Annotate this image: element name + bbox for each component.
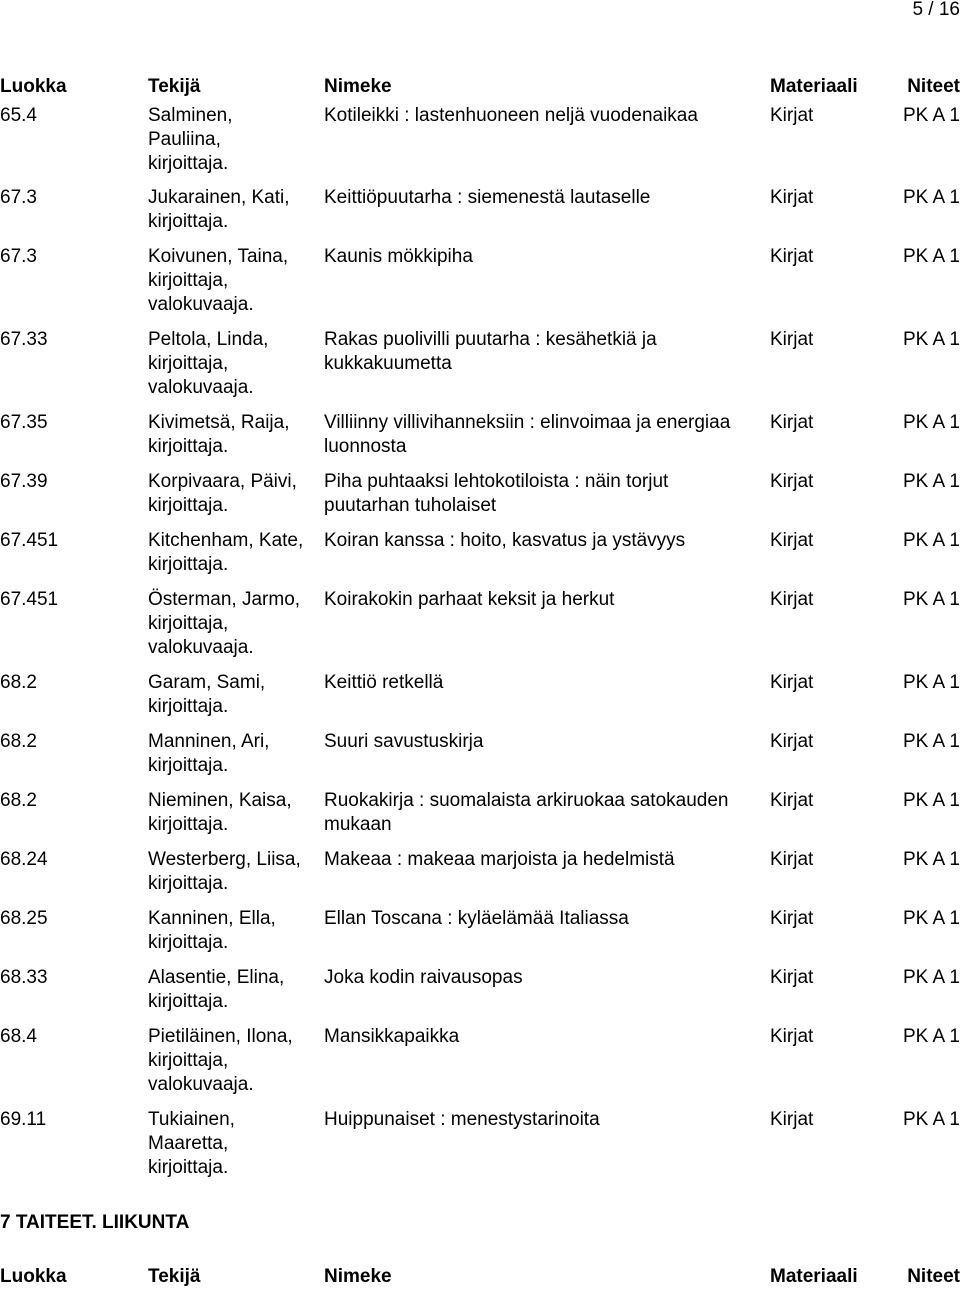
cell-nimeke: [324, 789, 764, 837]
cell-niteet: PK A 1: [902, 412, 960, 433]
cell-nimeke: [324, 1108, 764, 1132]
tekija-line: kirjoittaja.: [148, 991, 229, 1012]
cell-luokka: 67.3: [0, 187, 37, 208]
cell-luokka: 68.24: [0, 849, 48, 870]
tekija-line: Maaretta,: [148, 1133, 229, 1154]
tekija-line: Pauliina,: [148, 129, 221, 150]
tekija-line: Tukiainen,: [148, 1109, 235, 1130]
cell-luokka: 67.451: [0, 530, 59, 551]
header-niteet: Niteet: [907, 76, 960, 97]
tekija-line: kirjoittaja.: [148, 755, 229, 776]
nimeke-line: luonnosta: [324, 436, 407, 457]
tekija-line: kirjoittaja.: [148, 932, 229, 953]
cell-nimeke: [324, 470, 764, 518]
cell-nimeke: [324, 671, 764, 695]
cell-materiaali: Kirjat: [770, 731, 814, 752]
cell-niteet: PK A 1: [902, 589, 960, 610]
cell-niteet: PK A 1: [902, 530, 960, 551]
nimeke-line: Keittiö retkellä: [324, 672, 444, 693]
cell-luokka: 68.4: [0, 1026, 37, 1047]
nimeke-line: Huippunaiset : menestystarinoita: [324, 1109, 600, 1130]
header-tekija: Tekijä: [148, 1266, 201, 1287]
tekija-line: kirjoittaja.: [148, 554, 229, 575]
tekija-line: Kitchenham, Kate,: [148, 530, 304, 551]
cell-nimeke: [324, 848, 764, 872]
cell-tekija: [148, 907, 323, 955]
cell-nimeke: [324, 588, 764, 612]
tekija-line: kirjoittaja.: [148, 814, 229, 835]
cell-materiaali: Kirjat: [770, 105, 814, 126]
header-materiaali: Materiaali: [770, 1266, 858, 1287]
cell-tekija: [148, 104, 323, 176]
tekija-line: Nieminen, Kaisa,: [148, 790, 292, 811]
tekija-line: kirjoittaja.: [148, 211, 229, 232]
tekija-line: Peltola, Linda,: [148, 329, 269, 350]
nimeke-line: Makeaa : makeaa marjoista ja hedelmistä: [324, 849, 675, 870]
tekija-line: valokuvaaja.: [148, 637, 254, 658]
tekija-line: Manninen, Ari,: [148, 731, 270, 752]
tekija-line: kirjoittaja.: [148, 495, 229, 516]
cell-nimeke: [324, 245, 764, 269]
nimeke-line: Piha puhtaaksi lehtokotiloista : näin torjut: [324, 471, 669, 492]
cell-luokka: 68.2: [0, 731, 37, 752]
tekija-line: valokuvaaja.: [148, 1074, 254, 1095]
cell-materiaali: Kirjat: [770, 329, 814, 350]
tekija-line: kirjoittaja,: [148, 613, 229, 634]
nimeke-line: puutarhan tuholaiset: [324, 495, 497, 516]
cell-materiaali: Kirjat: [770, 589, 814, 610]
tekija-line: kirjoittaja,: [148, 1050, 229, 1071]
cell-materiaali: Kirjat: [770, 412, 814, 433]
cell-materiaali: Kirjat: [770, 967, 814, 988]
cell-materiaali: Kirjat: [770, 672, 814, 693]
header-niteet: Niteet: [907, 1266, 960, 1287]
nimeke-line: Kotileikki : lastenhuoneen neljä vuodenaikaa: [324, 105, 698, 126]
tekija-line: kirjoittaja.: [148, 436, 229, 457]
cell-luokka: 69.11: [0, 1109, 47, 1130]
table-header: [0, 75, 960, 99]
nimeke-line: Rakas puolivilli puutarha : kesähetkiä ja: [324, 329, 657, 350]
tekija-line: valokuvaaja.: [148, 377, 254, 398]
tekija-line: Pietiläinen, Ilona,: [148, 1026, 293, 1047]
cell-luokka: 68.2: [0, 790, 37, 811]
table-header-2: [0, 1265, 960, 1289]
cell-niteet: PK A 1: [902, 1026, 960, 1047]
tekija-line: kirjoittaja,: [148, 353, 229, 374]
header-luokka: Luokka: [0, 76, 67, 97]
cell-tekija: [148, 529, 323, 577]
header-nimeke: Nimeke: [324, 76, 392, 97]
nimeke-line: kukkakuumetta: [324, 353, 452, 374]
tekija-line: Garam, Sami,: [148, 672, 266, 693]
cell-materiaali: Kirjat: [770, 530, 814, 551]
section-title: 7 TAITEET. LIIKUNTA: [0, 1212, 190, 1233]
nimeke-line: Villiinny villivihanneksiin : elinvoimaa ja energiaa: [324, 412, 731, 433]
cell-tekija: [148, 789, 323, 837]
cell-nimeke: [324, 411, 764, 459]
cell-luokka: 68.25: [0, 908, 48, 929]
cell-tekija: [148, 730, 323, 778]
header-tekija: Tekijä: [148, 76, 201, 97]
cell-tekija: [148, 966, 323, 1014]
tekija-line: Westerberg, Liisa,: [148, 849, 301, 870]
cell-tekija: [148, 245, 323, 317]
tekija-line: Koivunen, Taina,: [148, 246, 289, 267]
cell-niteet: PK A 1: [902, 908, 960, 929]
cell-materiaali: Kirjat: [770, 849, 814, 870]
cell-tekija: [148, 186, 323, 234]
cell-niteet: PK A 1: [902, 187, 960, 208]
cell-luokka: 68.33: [0, 967, 48, 988]
cell-materiaali: Kirjat: [770, 246, 814, 267]
tekija-line: Österman, Jarmo,: [148, 589, 301, 610]
tekija-line: Salminen,: [148, 105, 233, 126]
cell-nimeke: [324, 966, 764, 990]
tekija-line: Alasentie, Elina,: [148, 967, 285, 988]
cell-materiaali: Kirjat: [770, 908, 814, 929]
cell-tekija: [148, 588, 323, 660]
cell-nimeke: [324, 328, 764, 376]
tekija-line: kirjoittaja.: [148, 153, 229, 174]
cell-materiaali: Kirjat: [770, 471, 814, 492]
nimeke-line: Suuri savustuskirja: [324, 731, 484, 752]
cell-nimeke: [324, 529, 764, 553]
tekija-line: Korpivaara, Päivi,: [148, 471, 297, 492]
cell-nimeke: [324, 907, 764, 931]
cell-materiaali: Kirjat: [770, 1109, 814, 1130]
cell-niteet: PK A 1: [902, 105, 960, 126]
header-materiaali: Materiaali: [770, 76, 858, 97]
cell-luokka: 68.2: [0, 672, 37, 693]
cell-niteet: PK A 1: [902, 967, 960, 988]
cell-luokka: 67.35: [0, 412, 48, 433]
cell-tekija: [148, 848, 323, 896]
tekija-line: kirjoittaja.: [148, 696, 229, 717]
nimeke-line: Joka kodin raivausopas: [324, 967, 523, 988]
cell-luokka: 67.3: [0, 246, 37, 267]
cell-tekija: [148, 470, 323, 518]
nimeke-line: Kaunis mökkipiha: [324, 246, 473, 267]
cell-niteet: PK A 1: [902, 329, 960, 350]
cell-niteet: PK A 1: [902, 731, 960, 752]
cell-niteet: PK A 1: [902, 849, 960, 870]
cell-materiaali: Kirjat: [770, 187, 814, 208]
cell-niteet: PK A 1: [902, 246, 960, 267]
cell-niteet: PK A 1: [902, 471, 960, 492]
cell-luokka: 67.39: [0, 471, 48, 492]
cell-tekija: [148, 1025, 323, 1097]
cell-luokka: 67.451: [0, 589, 59, 610]
cell-nimeke: [324, 730, 764, 754]
tekija-line: Kanninen, Ella,: [148, 908, 276, 929]
header-nimeke: Nimeke: [324, 1266, 392, 1287]
cell-niteet: PK A 1: [902, 672, 960, 693]
cell-niteet: PK A 1: [902, 1109, 960, 1130]
tekija-line: valokuvaaja.: [148, 294, 254, 315]
nimeke-line: Ellan Toscana : kyläelämää Italiassa: [324, 908, 629, 929]
cell-tekija: [148, 328, 323, 400]
tekija-line: kirjoittaja.: [148, 1157, 229, 1178]
page-number: 5 / 16: [912, 0, 960, 20]
tekija-line: Jukarainen, Kati,: [148, 187, 290, 208]
cell-niteet: PK A 1: [902, 790, 960, 811]
cell-tekija: [148, 411, 323, 459]
cell-tekija: [148, 671, 323, 719]
cell-luokka: 67.33: [0, 329, 48, 350]
cell-nimeke: [324, 186, 764, 210]
nimeke-line: Keittiöpuutarha : siemenestä lautaselle: [324, 187, 651, 208]
tekija-line: Kivimetsä, Raija,: [148, 412, 290, 433]
nimeke-line: Mansikkapaikka: [324, 1026, 460, 1047]
nimeke-line: Ruokakirja : suomalaista arkiruokaa satokauden: [324, 790, 729, 811]
nimeke-line: Koiran kanssa : hoito, kasvatus ja ystävyys: [324, 530, 686, 551]
header-luokka: Luokka: [0, 1266, 67, 1287]
cell-nimeke: [324, 1025, 764, 1049]
cell-luokka: 65.4: [0, 105, 37, 126]
cell-nimeke: [324, 104, 764, 128]
tekija-line: kirjoittaja.: [148, 873, 229, 894]
nimeke-line: Koirakokin parhaat keksit ja herkut: [324, 589, 615, 610]
tekija-line: kirjoittaja,: [148, 270, 229, 291]
cell-tekija: [148, 1108, 323, 1180]
cell-materiaali: Kirjat: [770, 1026, 814, 1047]
cell-materiaali: Kirjat: [770, 790, 814, 811]
nimeke-line: mukaan: [324, 814, 392, 835]
